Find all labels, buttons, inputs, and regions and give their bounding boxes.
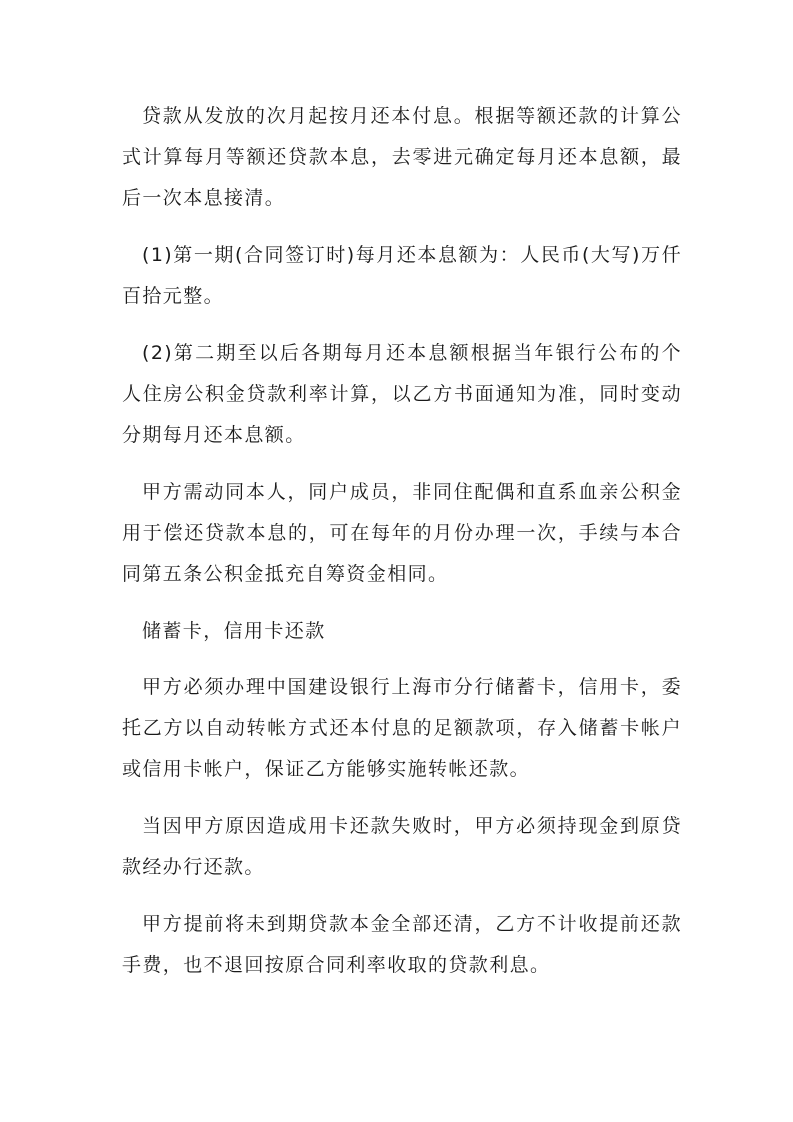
section-heading-card-repayment: 储蓄卡，信用卡还款 xyxy=(142,620,326,642)
paragraph-provident-fund-use: 甲方需动同本人，同户成员，非同住配偶和直系血亲公积金用于偿还贷款本息的，可在每年的月份办理一次，手续与本合同第五条公积金抵充自筹资金相同。 xyxy=(122,481,682,585)
paragraph-early-repayment: 甲方提前将未到期贷款本金全部还清，乙方不计收提前还款手费，也不退回按原合同利率收取的贷款利息。 xyxy=(122,913,682,976)
paragraph-card-failure: 当因甲方原因造成用卡还款失败时，甲方必须持现金到原贷款经办行还款。 xyxy=(122,815,682,878)
paragraph-card-autopay: 甲方必须办理中国建设银行上海市分行储蓄卡，信用卡，委托乙方以自动转帐方式还本付息的足额款项，存入储蓄卡帐户或信用卡帐户，保证乙方能够实施转帐还款。 xyxy=(122,676,682,780)
paragraph-second-period-amount: (2)第二期至以后各期每月还本息额根据当年银行公布的个人住房公积金贷款利率计算，以乙方书面通知为准，同时变动分期每月还本息额。 xyxy=(122,342,682,446)
paragraph-repayment-method: 贷款从发放的次月起按月还本付息。根据等额还款的计算公式计算每月等额还贷款本息，去零进元确定每月还本息额，最后一次本息接清。 xyxy=(122,105,682,209)
document-body xyxy=(122,96,682,1002)
paragraph-first-period-amount: (1)第一期(合同签订时)每月还本息额为：人民币(大写)万仟百拾元整。 xyxy=(122,244,682,307)
